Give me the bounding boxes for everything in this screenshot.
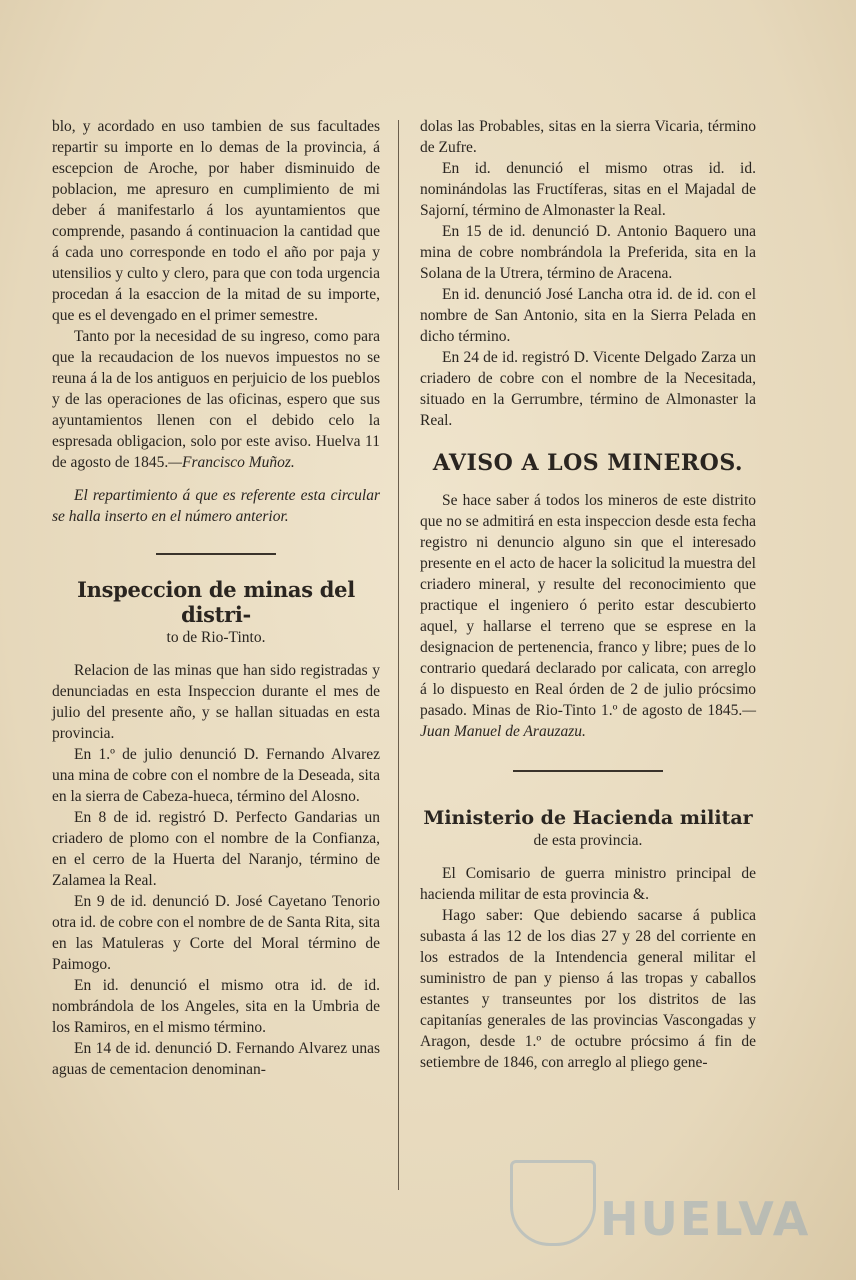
- right-paragraph-hago-saber: Hago saber: Que debiendo sacarse á publica subasta á las 12 de los dias 27 y 28 del corriente en los estrados de la Intendencia general militar el suministro de pan y pienso á las tropas y caballos estantes y transeuntes por los distritos de las capitanías generales de las provincias Vascongadas y Aragon, desde 1.º de octubre prócsimo á fin de setiembre de 1846, con arreglo al pliego gene-: [420, 907, 756, 1071]
- subheading-esta-provincia: de esta provincia.: [533, 832, 643, 849]
- left-paragraph-6: En 9 de id. denunció D. José Cayetano Tenorio otra id. de cobre con el nombre de de Santa Rita, sita en las Matuleras y Corte del Moral término de Paimogo.: [52, 893, 380, 973]
- left-paragraph-relacion: Relacion de las minas que han sido registradas y denunciadas en esta Inspeccion durante el mes de julio del presente año, y se hallan situadas en esta provincia.: [52, 662, 380, 742]
- watermark-text: HUELVA: [600, 1192, 811, 1246]
- left-paragraph-5: En 8 de id. registró D. Perfecto Gandarias un criadero de plomo con el nombre de la Confianza, en el cerro de la Huerta del Naranjo, término de Zalamea la Real.: [52, 809, 380, 889]
- left-column: [52, 116, 380, 1080]
- right-paragraph-5: En 24 de id. registró D. Vicente Delgado Zarza un criadero de cobre con el nombre de la Necesitada, situado en la Gerrumbre, término de Almonaster la Real.: [420, 349, 756, 429]
- right-paragraph-2: En id. denunció el mismo otras id. id. nominándolas las Fructíferas, sitas en el Majadal de Sajorní, término de Almonaster la Real.: [420, 160, 756, 219]
- archive-watermark: [480, 1140, 811, 1250]
- signature-francisco-munoz: —Francisco Muñoz.: [168, 454, 295, 471]
- shield-icon: [510, 1160, 596, 1246]
- signature-juan-manuel: —Juan Manuel de Arauzazu.: [420, 702, 756, 740]
- left-paragraph-8: En 14 de id. denunció D. Fernando Alvarez unas aguas de cementacion denominan-: [52, 1040, 380, 1078]
- right-paragraph-aviso-text: Se hace saber á todos los mineros de este distrito que no se admitirá en esta inspeccion desde esta fecha registro ni denuncio alguno sin que el interesado presente en el acto de hacer la solicitud la muestra del criadero mineral, y resulte del reconocimiento que practique el ingeniero ó perito estar descubierto aquel, y hallarse el terreno que se esprese en la designacion de pertenencia, franco y libre; pues de lo contrario quedará declarado por calicata, con arreglo á lo dispuesto en Real órden de 2 de julio prócsimo pasado. Minas de Rio-Tinto 1.º de agosto de 1845.: [420, 492, 756, 719]
- left-paragraph-7: En id. denunció el mismo otra id. de id. nombrándola de los Angeles, sita en la Umbria de los Ramiros, en el mismo término.: [52, 977, 380, 1036]
- section-rule-2: [513, 770, 663, 772]
- column-divider: [398, 120, 399, 1190]
- right-paragraph-comisario: El Comisario de guerra ministro principal de hacienda militar de esta provincia &.: [420, 865, 756, 903]
- heading-aviso-mineros: AVISO A LOS MINEROS.: [432, 450, 744, 476]
- right-paragraph-3: En 15 de id. denunció D. Antonio Baquero una mina de cobre nombrándola la Preferida, sita en la Solana de la Utrera, término de Aracena.: [420, 223, 756, 282]
- left-paragraph-4: En 1.º de julio denunció D. Fernando Alvarez una mina de cobre con el nombre de la Deseada, sita en la sierra de Cabeza-hueca, término del Alosno.: [52, 746, 380, 805]
- right-paragraph-aviso: [420, 490, 756, 742]
- heading-inspeccion-minas: Inspeccion de minas del distri-: [77, 577, 355, 627]
- section-rule: [156, 553, 276, 555]
- left-paragraph-2-text: Tanto por la necesidad de su ingreso, como para que la recaudacion de los nuevos impuestos no se reuna á la de los antiguos en perjuicio de los pueblos y de las operaciones de las oficinas, espero que sus ayuntamientos llenen con el debido celo la espresada obligacion, solo por este aviso. Huelva 11 de agosto de 1845.: [52, 328, 380, 471]
- right-paragraph-4: En id. denunció José Lancha otra id. de id. con el nombre de San Antonio, sita en la Sierra Pelada en dicho término.: [420, 286, 756, 345]
- left-paragraph-1: blo, y acordado en uso tambien de sus facultades repartir su importe en lo demas de la provincia, á escepcion de Aroche, por haber disminuido de poblacion, me apresuro en cumplimiento de mi deber á manifestarlo á los ayuntamientos que comprende, pasando á continuacion la cantidad que á cada uno corresponde en todo el año por paja y utensilios y culto y clero, para que con toda urgencia procedan á la esaccion de la mitad de su importe, que es el devengado en el primer semestre.: [52, 118, 380, 324]
- right-paragraph-1: dolas las Probables, sitas en la sierra Vicaria, término de Zufre.: [420, 118, 756, 156]
- left-paragraph-2: [52, 326, 380, 473]
- right-column: [420, 116, 756, 1073]
- heading-ministerio-hacienda: Ministerio de Hacienda militar: [423, 807, 753, 829]
- note-repartimiento: El repartimiento á que es referente esta circular se halla inserto en el número anterior.: [52, 487, 380, 525]
- subheading-rio-tinto: to de Rio-Tinto.: [166, 629, 266, 646]
